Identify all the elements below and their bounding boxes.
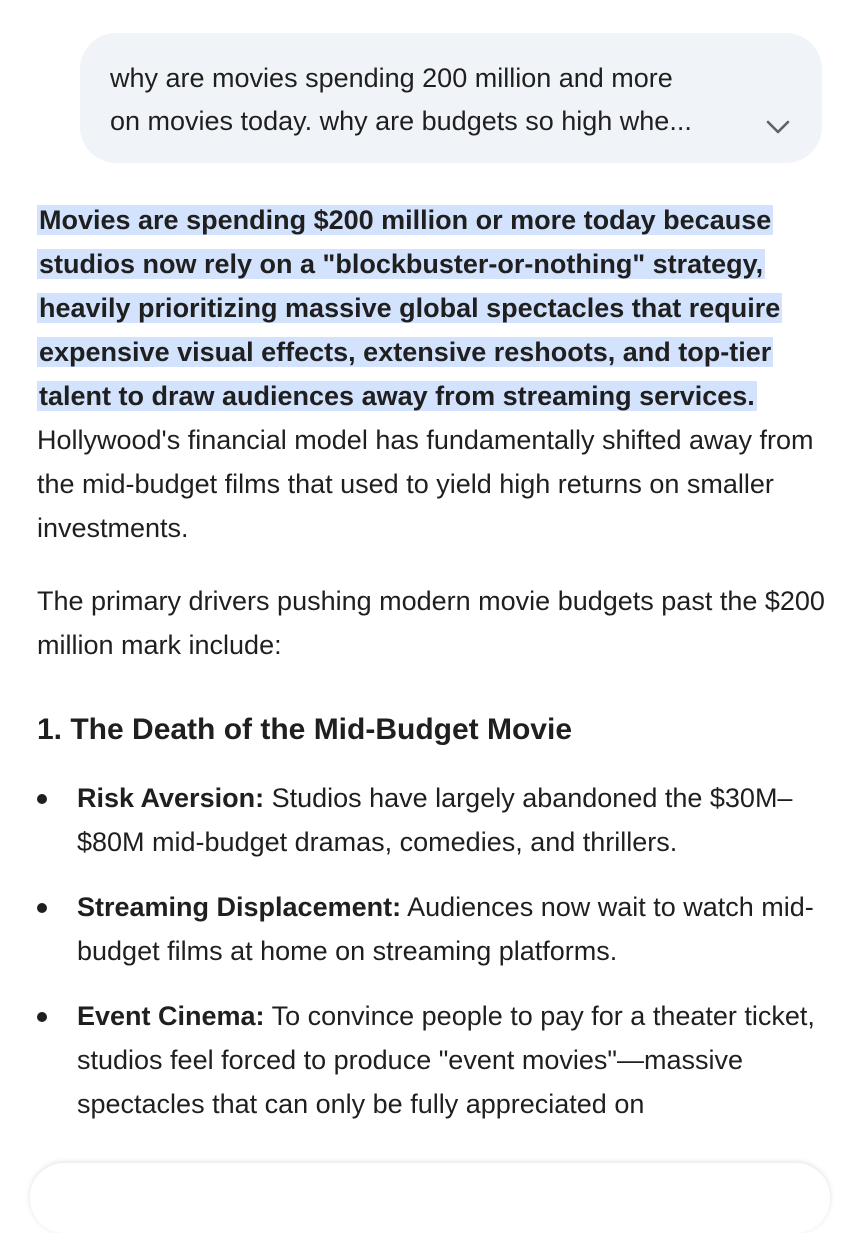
list-item: [37, 994, 837, 1126]
bullet-term: Event Cinema:: [77, 1001, 265, 1031]
section-heading: 1. The Death of the Mid-Budget Movie: [37, 713, 573, 746]
list-item: [37, 776, 837, 864]
expand-prompt-button[interactable]: [760, 109, 796, 145]
bullet-icon: [37, 794, 47, 804]
drivers-intro: The primary drivers pushing modern movie budgets past the $200 million mark include:: [37, 586, 825, 660]
list-item: [37, 885, 837, 973]
chat-input-bar[interactable]: [30, 1163, 830, 1233]
highlighted-summary: Movies are spending $200 million or more today because studios now rely on a "blockbuster-or-nothing" strategy, heavily prioritizing massive global spectacles that require expensive visual effects, extensive reshoots, and top-tier talent to draw audiences away from streaming services.: [39, 205, 781, 411]
assistant-response: [37, 198, 837, 1147]
bullet-icon: [37, 903, 47, 913]
bullet-text: Studios have largely abandoned the $30M–$80M mid-budget dramas, comedies, and thrillers.: [77, 783, 793, 857]
response-intro: [37, 198, 837, 550]
intro-rest: Hollywood's financial model has fundamentally shifted away from the mid-budget films that used to yield high returns on smaller investments.: [37, 425, 814, 543]
bullet-text: Audiences now wait to watch mid-budget films at home on streaming platforms.: [77, 892, 814, 966]
bullet-term: Streaming Displacement:: [77, 892, 402, 922]
prompt-text-line-1: why are movies spending 200 million and more: [110, 63, 673, 93]
bullet-text: To convince people to pay for a theater ticket, studios feel forced to produce "event movies"—massive spectacles that can only be fully appreciated on: [77, 1001, 815, 1119]
prompt-text-line-2: on movies today. why are budgets so high whe...: [110, 106, 692, 136]
user-prompt-bubble[interactable]: [80, 33, 822, 163]
bullet-term: Risk Aversion:: [77, 783, 265, 813]
drivers-list: [37, 776, 837, 1126]
chevron-down-icon: [765, 119, 791, 135]
bullet-icon: [37, 1012, 47, 1022]
